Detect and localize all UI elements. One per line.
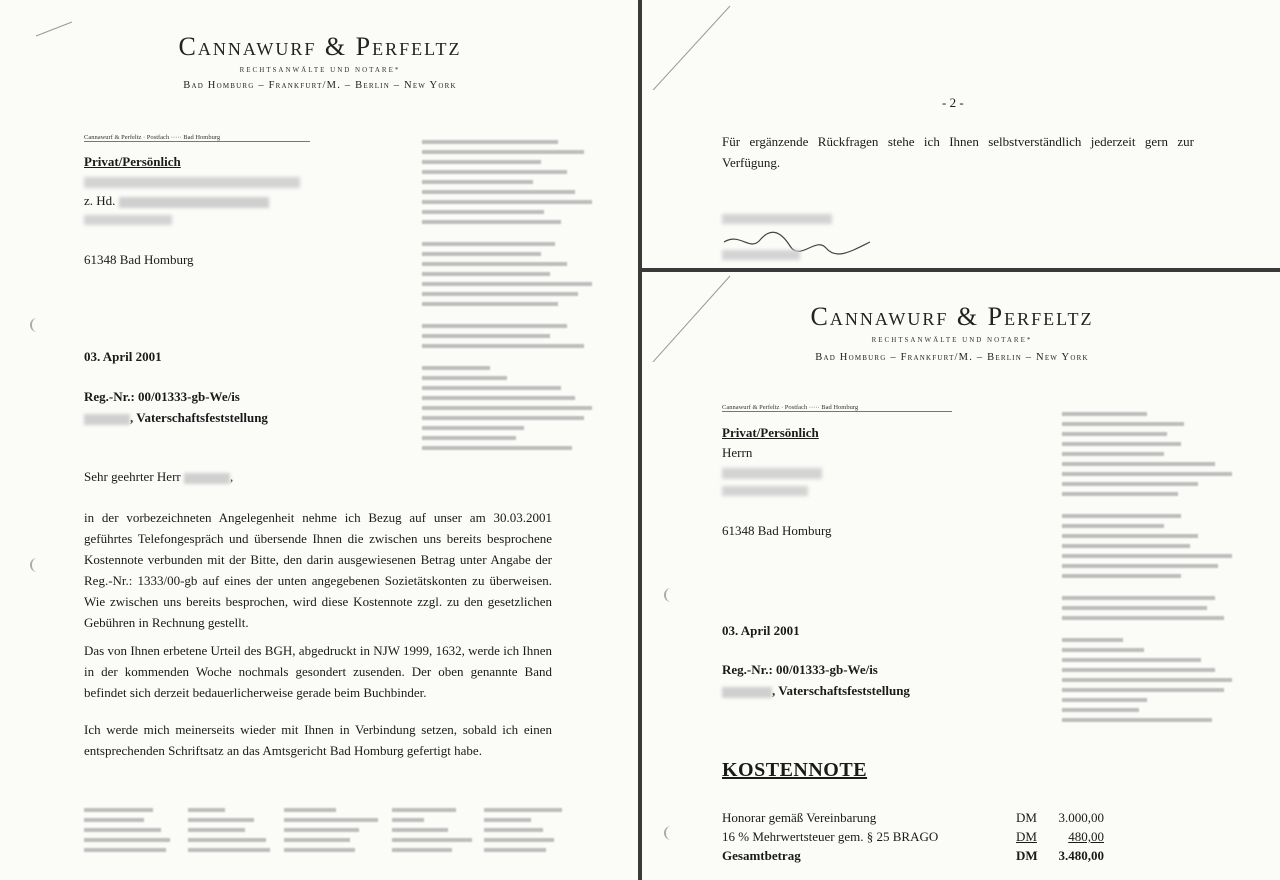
punch-hole-mark — [30, 318, 44, 332]
page-fold-mark — [642, 0, 732, 90]
invoice-total-label: Gesamtbetrag — [722, 848, 801, 863]
redacted-subject-name — [84, 414, 130, 425]
firm-name: Cannawurf & Perfeltz — [810, 302, 1094, 331]
footer-column — [284, 808, 378, 858]
firm-subtitle: RECHTSANWÄLTE UND NOTARE* — [871, 336, 1033, 344]
subject-text: , Vaterschaftsfeststellung — [130, 410, 268, 425]
recipient-title: Herrn — [722, 445, 753, 460]
redacted-street — [84, 215, 172, 225]
redacted-subject-name — [722, 687, 772, 698]
page-number: - 2 - — [942, 95, 964, 110]
reference-number: Reg.-Nr.: 00/01333-gb-We/is — [84, 389, 240, 404]
redacted-street — [722, 486, 808, 496]
punch-hole-mark — [664, 588, 678, 602]
salutation-text: Sehr geehrter Herr — [84, 469, 181, 484]
letter-paragraph-3: Ich werde mich meinerseits wieder mit Ihnen in Verbindung setzen, sobald ich einen entsprechenden Schriftsatz an das Amtsgericht Bad Homburg gefertigt habe. — [84, 722, 552, 758]
firm-cities: Bad Homburg – Frankfurt/M. – Berlin – New York — [183, 80, 457, 91]
privacy-label: Privat/Persönlich — [84, 154, 181, 169]
firm-name: Cannawurf & Perfeltz — [178, 32, 462, 61]
closing-paragraph: Für ergänzende Rückfragen stehe ich Ihnen selbstverständlich jederzeit gern zur Verfügung. — [722, 134, 1194, 170]
letter-paragraph-1: in der vorbezeichneten Angelegenheit nehme ich Bezug auf unser am 30.03.2001 geführtes Telefongespräch und übersende Ihnen die zwischen uns bereits besprochene Kostennote verbunden mit der Bitte, den darin ausgewiesenen Betrag unter Angabe der Reg.-Nr.: 1333/00-gb auf eines der unten angegebenen Sozietätskonten zu überweisen. Wie zwischen uns bereits besprochen, wird diese Kostennote zzgl. zu den gesetzlichen Gebühren in Rechnung gestellt. — [84, 510, 552, 630]
subject-line — [722, 680, 910, 701]
recipient-city: 61348 Bad Homburg — [84, 252, 194, 267]
invoice-page — [642, 272, 1280, 880]
footer-column — [392, 808, 472, 858]
subject-text: , Vaterschaftsfeststellung — [772, 683, 910, 698]
invoice-total-amount: 3.480,00 — [1058, 848, 1104, 863]
partner-list-sidebar — [422, 140, 592, 456]
return-address-line: Cannawurf & Perfeltz · Postfach ····· Bad Homburg — [84, 134, 310, 142]
letter-date: 03. April 2001 — [84, 349, 162, 364]
invoice-date: 03. April 2001 — [722, 623, 800, 638]
invoice-line-amount: 480,00 — [1068, 829, 1104, 844]
invoice-total-currency: DM — [1016, 848, 1038, 863]
privacy-label: Privat/Persönlich — [722, 425, 819, 440]
redacted-recipient-name — [722, 468, 822, 479]
invoice-line-amount: 3.000,00 — [1058, 810, 1104, 825]
footer-column — [484, 808, 562, 858]
invoice-title: KOSTENNOTE — [722, 759, 868, 781]
footer-column — [84, 808, 170, 858]
letter-page-2 — [642, 0, 1280, 268]
firm-subtitle: RECHTSANWÄLTE UND NOTARE* — [239, 66, 401, 74]
letter-page-1 — [0, 0, 638, 880]
salutation: Sehr geehrter Herr , — [84, 469, 234, 484]
punch-hole-mark — [30, 558, 44, 572]
punch-hole-mark — [664, 826, 678, 840]
firm-cities: Bad Homburg – Frankfurt/M. – Berlin – New York — [815, 352, 1089, 363]
invoice-line-label: 16 % Mehrwertsteuer gem. § 25 BRAGO — [722, 829, 939, 844]
reference-number: Reg.-Nr.: 00/01333-gb-We/is — [722, 662, 878, 677]
redacted-signatory-name — [722, 250, 800, 260]
subject-line — [84, 407, 268, 428]
attention-line — [84, 190, 269, 211]
letter-paragraph-2: Das von Ihnen erbetene Urteil des BGH, abgedruckt in NJW 1999, 1632, werde ich Ihnen in der kommenden Woche nochmals gesondert zusenden. Der oben genannte Band befindet sich derzeit bedauerlicherweise gerade beim Buchbinder. — [84, 643, 552, 700]
page-fold-mark — [0, 0, 90, 90]
recipient-city: 61348 Bad Homburg — [722, 523, 832, 538]
footer-column — [188, 808, 270, 858]
invoice-line-currency: DM — [1016, 829, 1037, 844]
partner-list-sidebar — [1062, 412, 1232, 728]
redacted-attention-name — [119, 197, 269, 208]
return-address-line: Cannawurf & Perfeltz · Postfach ····· Bad Homburg — [722, 404, 952, 412]
redacted-salutation-name — [184, 473, 230, 484]
redacted-recipient-name — [84, 177, 300, 188]
attention-prefix: z. Hd. — [84, 193, 116, 208]
invoice-line-label: Honorar gemäß Vereinbarung — [722, 810, 877, 825]
invoice-line-currency: DM — [1016, 810, 1037, 825]
